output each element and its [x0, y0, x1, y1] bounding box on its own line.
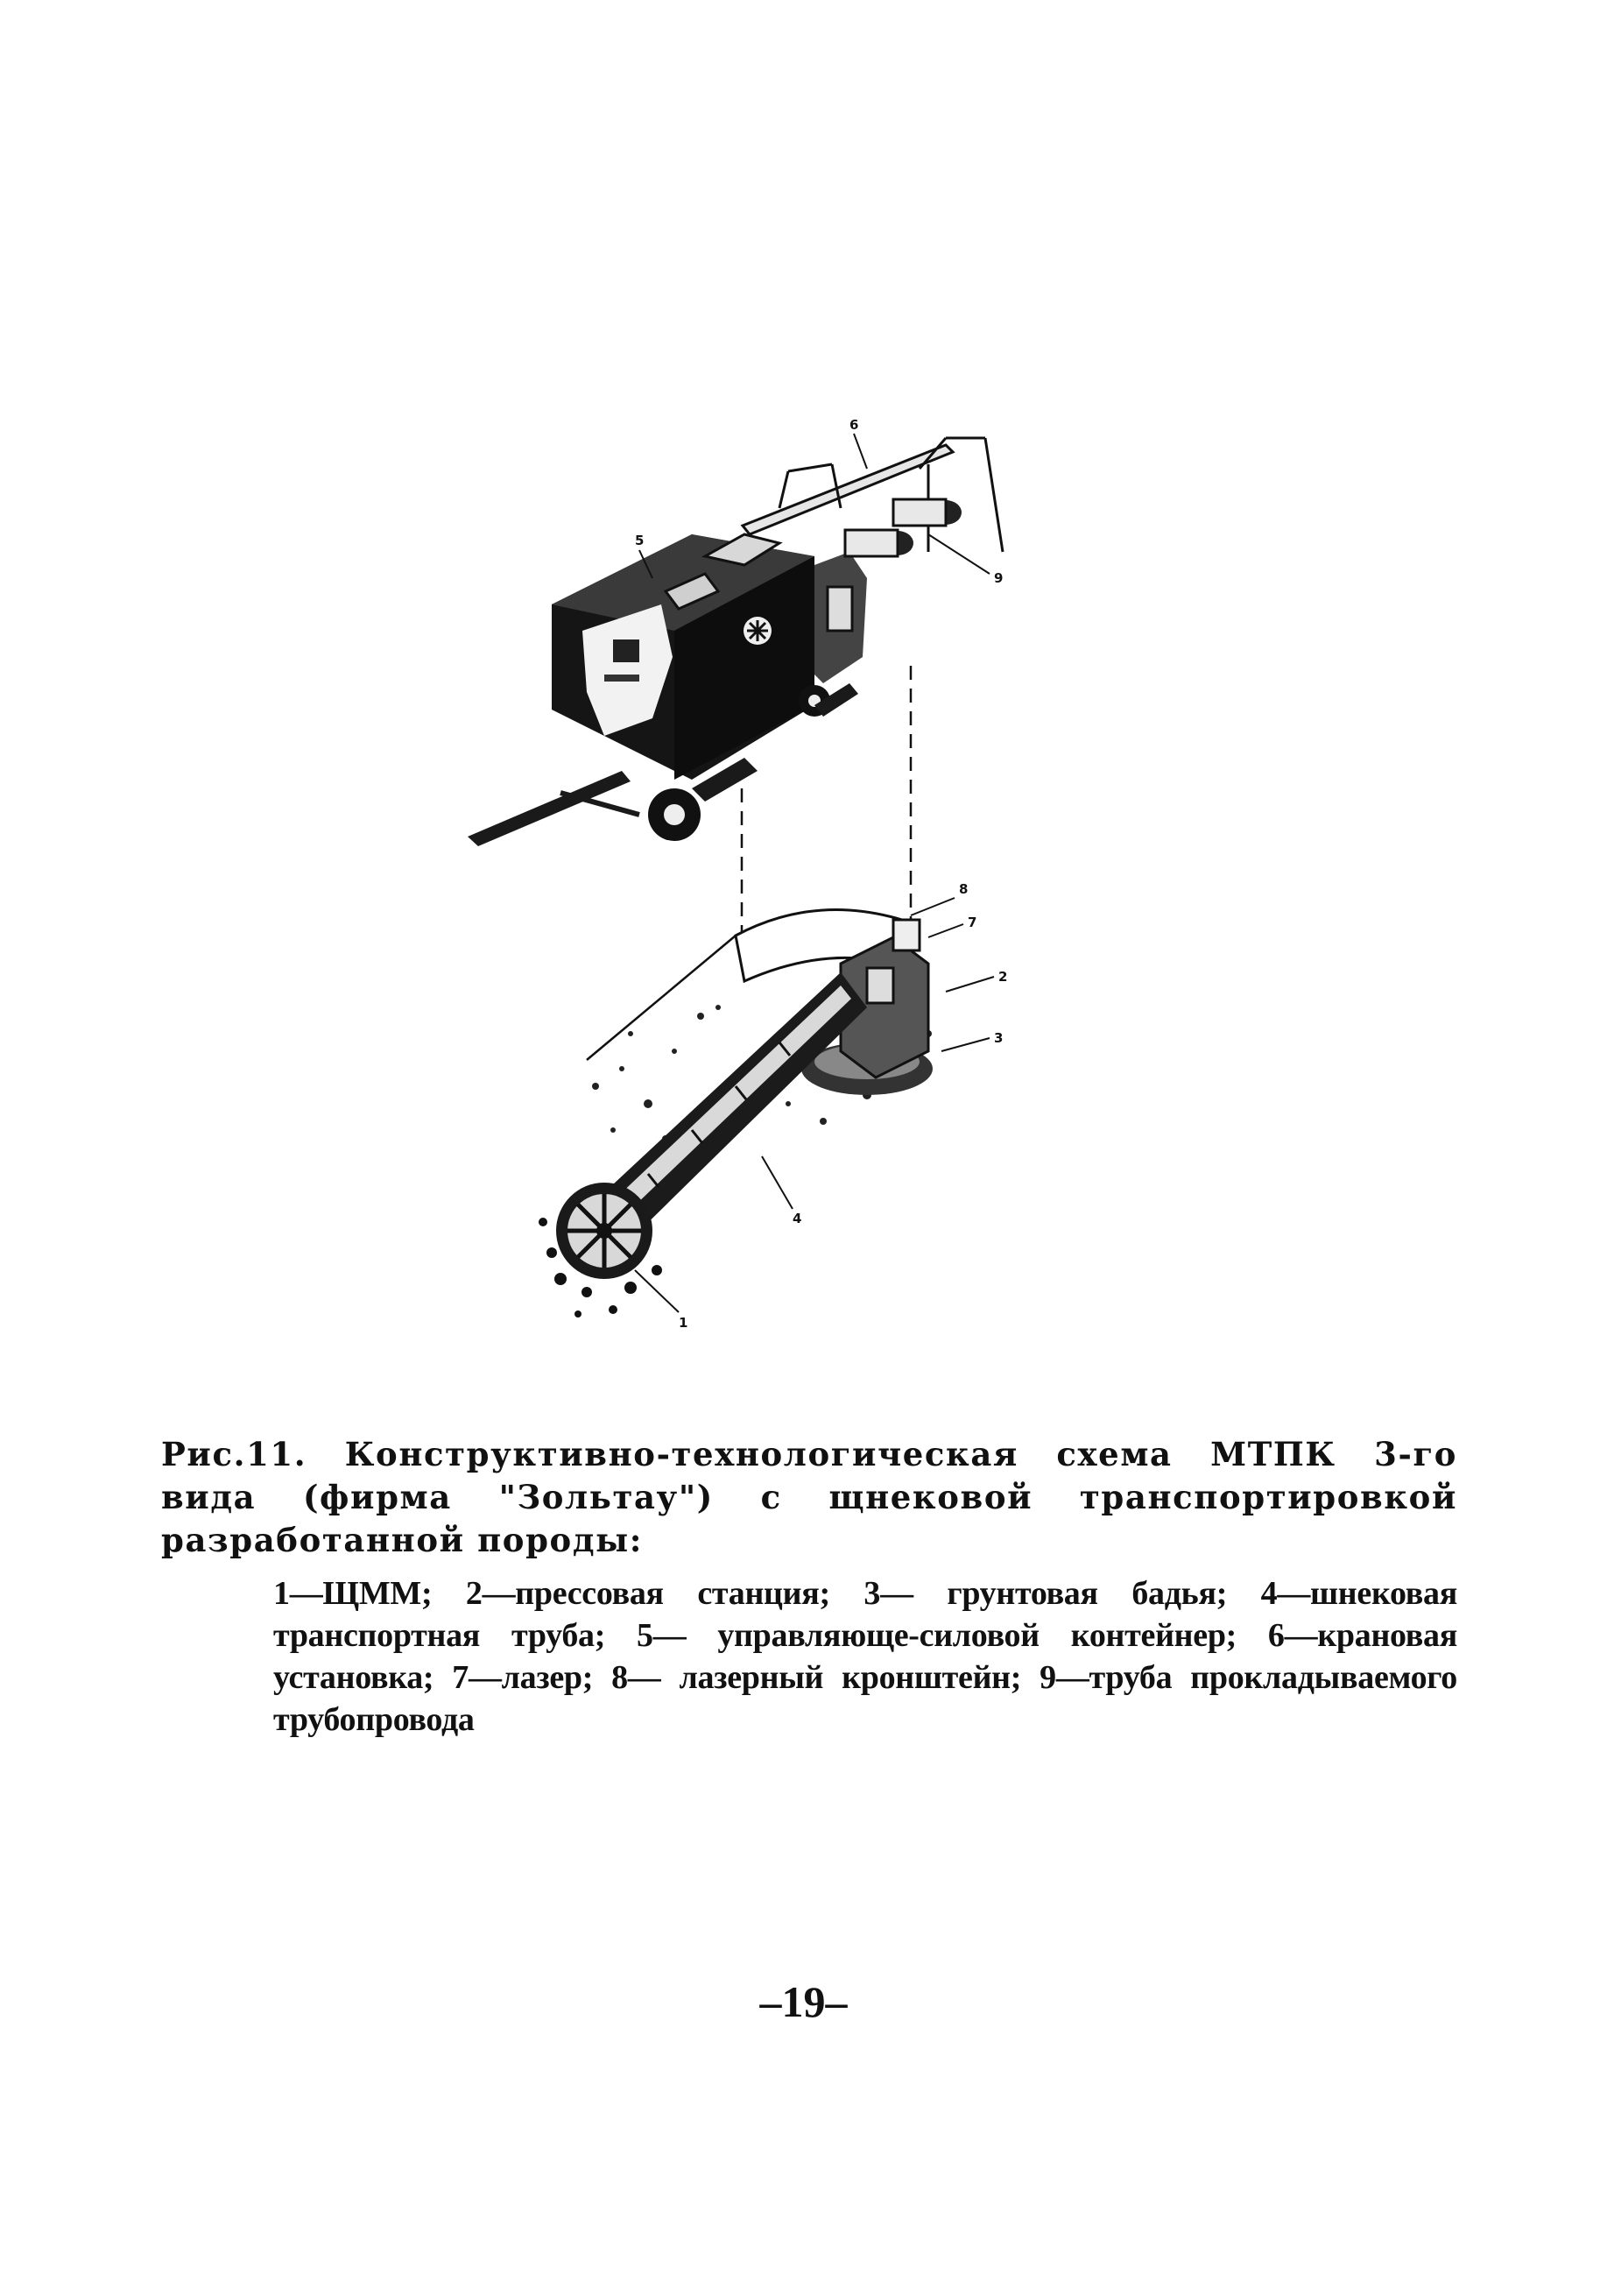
machine-illustration: [455, 403, 1121, 1349]
caption-title-text: Конструктивно-технологическая схема МТПК 3-го вида (фирма "Зольтау") с щнековой транспортировкой разработанной породы:: [161, 1435, 1458, 1559]
callout-4: 4: [793, 1211, 802, 1226]
caption-legend: 1—ЩММ; 2—прессовая станция; 3— грунтовая бадья; 4—шнековая транспортная труба; 5— управляюще-силовой контейнер; 6—крановая установка; 7—лазер; 8— лазерный кронштейн; 9—труба прокладываемого трубопровода: [273, 1575, 1457, 1738]
callout-6: 6: [849, 417, 859, 433]
callout-5: 5: [635, 533, 645, 548]
callout-2: 2: [998, 969, 1008, 985]
figure-caption: [161, 1433, 1457, 1741]
control-container-trailer: [468, 534, 867, 846]
page-number: –19–: [759, 1977, 848, 2026]
caption-label: Рис.11.: [161, 1435, 307, 1473]
caption-title: [161, 1433, 1457, 1562]
pipe-sections: [845, 499, 962, 556]
callout-9: 9: [994, 570, 1004, 586]
callout-8: 8: [959, 881, 969, 897]
callout-1: 1: [679, 1315, 688, 1331]
callout-7: 7: [968, 915, 977, 930]
callout-3: 3: [994, 1030, 1004, 1046]
